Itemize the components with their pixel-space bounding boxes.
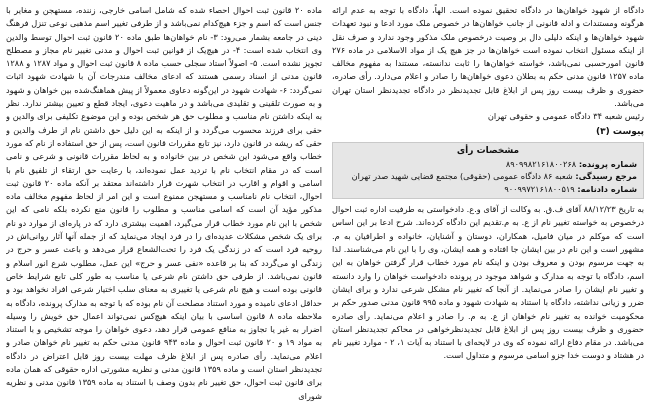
appendix-title: پیوست (۳) [596,126,644,137]
verdict-number-label: شماره دادنامه: [577,183,637,194]
paragraph-verdict-text: دادگاه از شهود خواهان‌ها در دادگاه تحقیق نموده است. الهاً، دادگاه با توجه به عدم ارائه هرگونه ومستندات و ادله قانونی از جانب خواهان‌ها در خصوص ملک مورد ادعا و نبود تعهدات شهود خواهان‌ها و اینکه دلیلی دال بر وصیت درخصوص ملک مذکور وجود ندارد و صرف نقل از اینکه مسئول انتخاب نموده است خواهان‌ها در جز هیچ یک از مواد الاسلامی در ماده ۲۷۶ قانون امورحسبی نمی‌باشد، خواسته خواهان‌ها را ثابت ندانسته، مستندا به مفهوم مخالف ماده ۱۲۵۷ قانون مدنی حکم به بطلان دعوی خواهان‌ها را صادر و اعلام می‌دارد. رأی صادره، حضوری و ظرف بیست روز پس از ابلاغ قابل تجدیدنظر در دادگاه تجدیدنظر استان تهران می‌باشد. [332,5,644,109]
left-column [6,4,322,416]
verdict-info-title: مشخصات رأی [456,145,520,156]
court-row [339,170,637,183]
verdict-number-row [339,183,637,196]
court-value: شعبه ۸۶ دادگاه عمومی (حقوقی) مجتمع قضایی شهید صدر تهران [351,171,573,182]
judge-signature: رئیس شعبه ۳۴ دادگاه عمومی و حقوقی تهران [487,111,644,122]
paragraph-case-text: به تاریخ ۸۸/۱۲/۲۳ آقای ف.ق. به وکالت از آقای و.ع. دادخواستی به طرفیت اداره ثبت احوال درخصوص به خواسته تغییر نام از ع. به م.تقدیم این دادگاه کرده‌اند. شرح ادعا بر این اساس است که موکلم در میان فامیل، همکاران، دوستان و آشنایان، خانواده و اطرافیان به م. مشهور است و این نام در بین ایشان جا افتاده و همه ایشان، وی را با این نام می‌شناسند. لذا به جهت مرسوم بودن و معروف بودن و اینکه نام مورد خطاب قرار گرفتن خواهان به این اسم، دادگاه با توجه به مدارک و شواهد موجود در پرونده دادخواست خواهان را وارد دانسته و تغییر نام ایشان را صادر می‌نماید. از آنجا که تغییر نام مشکل شرعی ندارد و برای ایشان ضرر و زیانی نداشته، دادگاه با استناد به شهادت شهود و ماده ۹۹۵ قانون مدنی صدور حکم بر محکومیت خوانده به تغییر نام خواهان از ع. به م. را صادر و اعلام می‌نماید. رأی صادره حضوری و ظرف بیست روز پس از ابلاغ قابل تجدیدنظرخواهی در محاکم تجدیدنظر استان می‌باشد. در مقام دفاع ارائه نموده که وی در لایحه‌ای با استناد به آیات ۱، ۲ - موارد تغییر نام در هشتاد و دوست خدا جزو اسامی مرسوم و متداول است. [332,204,644,361]
left-column-text: ماده ۲۰ قانون ثبت احوال احصاء شده که شامل اسامی خارجی، زننده، مستهجن و مغایر با جنس است که اسم و جزء هیچ‌کدام نمی‌باشد و از طرفی تغییر اسم مذهبی نوعی تنزل فرهنگ دینی در جامعه بشمار می‌رود: ۳- نام خواهان‌ها طبق ماده ۲۰ قانون ثبت احوال توسط والدین وی انتخاب شده است: ۴- در هیچ‌یک از قوانین ثبت احوال و مدنی تغییر نام مجاز و مصطلح تجویز نشده است. ۵- اصولاً استاد سجلی حسب ماده ۸ قانون ثبت احوال و مواد ۱۲۸۷ و ۱۲۸۸ قانون مدنی از اسناد رسمی هستند که ادعای مخالف مندرجات آن با شهادت شهود اثبات نمی‌گردد: ۶- شهادت شهود در این‌گونه دعاوی معمولاً از پیش هماهنگ‌شده بین خواهان و شهود و به صورت تلقینی و تقلیدی می‌باشد و در ماهیت دعوی، ایجاد قطع و تعیین بیشتر ندارد. نظر به اینکه داشتن نام مناسب و مطلوب حق هر شخص بوده و این موضوع تکلیفی برای والدین و حقی برای فرزند محسوب می‌گردد و از اینکه به این دلیل حق داشتن نام از طرف والدین و حقی که ریشه در قانون دارد، نیز تابع مقررات قانون است، پس از حق استفاده از نام که مورد خطاب واقع می‌شود این شخص در بین خانواده و به لحاظ مقررات قانونی و شرعی و نامی است که در مقام انتخاب نام با تردید عمل نموده‌اند، با رعایت حق ارتقاء از تلفیق نام با اسامی و اقوام و اقارب در انتخاب شهرت قرار داشته‌اند معتقد بر آنکه ماده ۲۰ قانون ثبت احوال، انتخاب نام نامناسب و مستهجن ممنوع است و این امر از لحاظ مفهوم مخالف ماده مذکور مؤید آن است که اسامی مناسب و مطلوب را قانون منع نکرده بلکه نامی که این شخص با این نام مورد خطاب قرار می‌گیرد، اهمیت بیشتری دارد که در پاره‌ای از موارد دو نام برای یک شخص مشکلات عدیده‌ای را در فرد ایجاد می‌نماید که از جمله آنها آثار روانی‌اش در روحیه فرد است که در زندگی یک فرد را تحت‌الشعاع قرار می‌دهد و باعث عسر و حرج در زندگی او می‌گردد که بنا بر قاعده «نفی عسر و حرج» این عمل، مطلوب شرع انور اسلام و قانون نمی‌باشد. از طرفی حق داشتن نام شرعی یا مناسب به طور کلی تابع شرایط خاص قانونی بوده است و هیچ نام شرعی یا تغییری به معنای سلب اختیار شرعی افراد نخواهد بود و حداقل ادعای نامیده و مورد استناد مصلحت آن نام بوده که با توجه به مدارک پرونده، دادگاه به ملاحظه ماده ۸ قانون اساسی با بیان اینکه هیچ‌کس نمی‌تواند اعمال حق خویش را وسیله اضرار به غیر یا تجاوز به منافع عمومی قرار دهد، دعوی خواهان را موجه تشخیص و با استناد به مواد ۱۹ و ۲۰ قانون ثبت احوال و ماده ۹۴۳ قانون مدنی حکم به تغییر نام خواهان صادر و اعلام می‌نماید. رأی صادره پس از ابلاغ ظرف مهلت بیست روز قابل اعتراض در دادگاه تجدیدنظر استان است و ماده ۱۳۵۹ قانون مدنی و نظریه مشورتی اداره حقوقی که همان ماده برای قانون ثبت احوال، حق تغییر نام بدون وصف با استناد به ماده ۱۳۵۹ قانون مدنی و نظریه شورای [6,5,322,401]
right-column [332,4,644,418]
verdict-info-box [332,142,644,200]
verdict-number-value: ۹۰۰۹۹۷۲۱۶۱۸۰۰۵۱۹ [504,183,575,194]
case-number-value: ۸۹۰۹۹۸۲۱۶۱۸۰۰۲۶۸ [505,158,577,169]
court-label: مرجع رسیدگی: [575,171,637,182]
case-number-label: شماره پرونده: [578,158,637,169]
case-number-row [339,158,637,171]
